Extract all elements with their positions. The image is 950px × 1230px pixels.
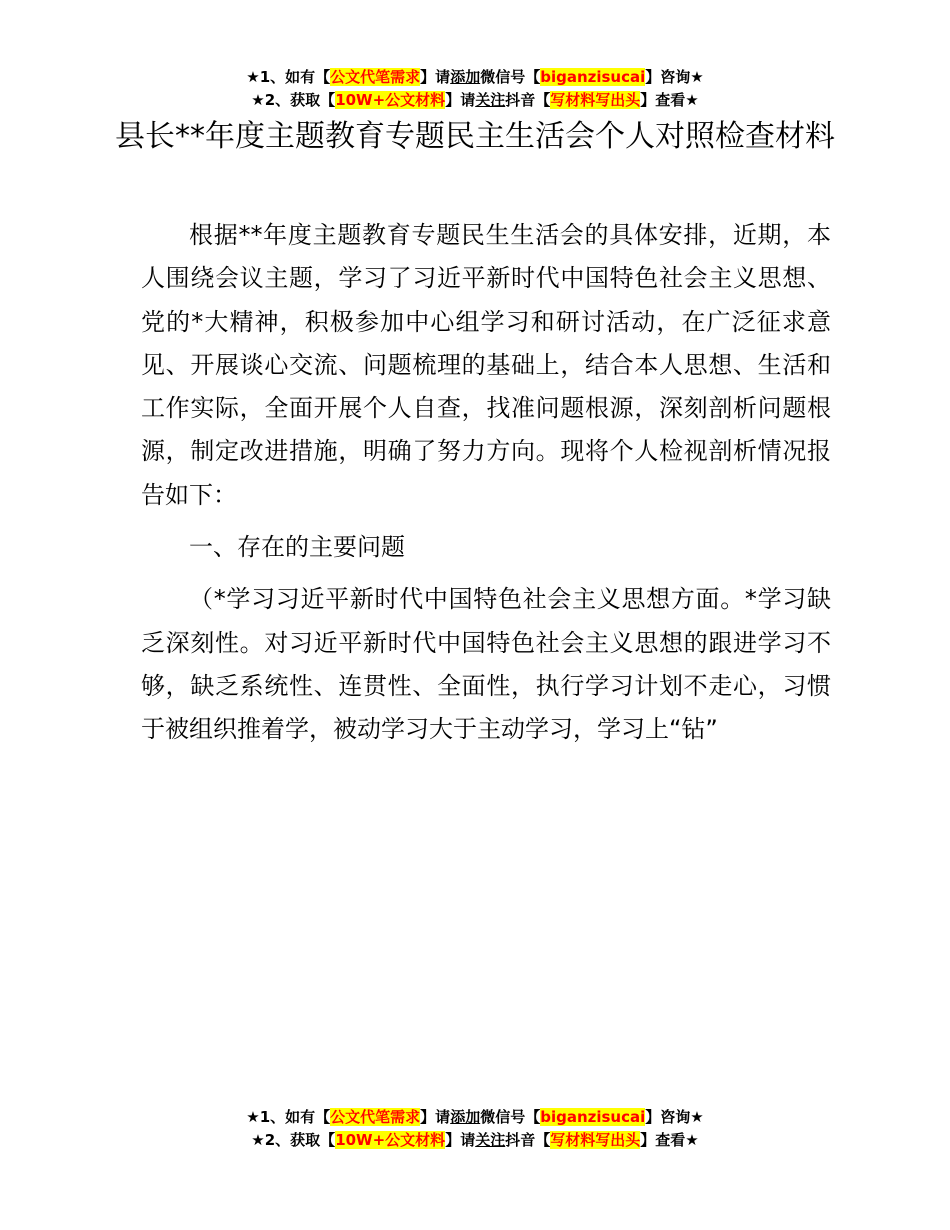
banner-highlight: 公文代笔需求 — [330, 1108, 421, 1126]
banner-text: 】请 — [445, 1131, 476, 1149]
banner-text: ★2、获取【 — [251, 1131, 336, 1149]
banner-text: 】请 — [420, 1108, 451, 1126]
section-heading: 一、存在的主要问题 — [189, 533, 405, 562]
banner-highlight: 公文代笔需求 — [330, 68, 421, 86]
banner-highlight: biganzisucai — [540, 68, 646, 86]
banner-text: ★1、如有【 — [246, 1108, 331, 1126]
banner-text: ★2、获取【 — [251, 91, 336, 109]
banner-text: 】咨询★ — [645, 68, 704, 86]
banner-text: 】咨询★ — [645, 1108, 704, 1126]
banner-text: 抖音【 — [505, 1131, 551, 1149]
banner-underlined: 关注 — [475, 91, 506, 109]
document-body — [141, 214, 831, 752]
banner-line-2 — [0, 1129, 950, 1152]
banner-text: 】查看★ — [640, 1131, 699, 1149]
paragraph-section-1: （*学习习近平新时代中国特色社会主义思想方面。*学习缺乏深刻性。对习近平新时代中国特色社会主义思想的跟进学习不够，缺乏系统性、连贯性、全面性，执行学习计划不走心，习惯于被组织推着学，被动学习大于主动学习，学习上“钻” — [141, 585, 831, 744]
paragraph-intro: 根据**年度主题教育专题民生生活会的具体安排，近期，本人围绕会议主题，学习了习近平新时代中国特色社会主义思想、党的*大精神，积极参加中心组学习和研讨活动，在广泛征求意见、开展谈心交流、问题梳理的基础上，结合本人思想、生活和工作实际，全面开展个人自查，找准问题根源，深刻剖析问题根源，制定改进措施，明确了努力方向。现将个人检视剖析情况报告如下： — [141, 221, 831, 509]
promo-banner-bottom — [0, 1106, 950, 1152]
banner-highlight: 写材料写出头 — [550, 1131, 641, 1149]
banner-text: 微信号【 — [480, 1108, 541, 1126]
banner-text: ★1、如有【 — [246, 68, 331, 86]
banner-text: 】请 — [445, 91, 476, 109]
banner-line-2 — [0, 89, 950, 112]
banner-underlined: 关注 — [475, 1131, 506, 1149]
banner-line-1 — [0, 1106, 950, 1129]
banner-line-1 — [0, 66, 950, 89]
banner-text: 抖音【 — [505, 91, 551, 109]
banner-highlight: 10W+公文材料 — [335, 1131, 446, 1149]
banner-highlight: 写材料写出头 — [550, 91, 641, 109]
banner-highlight: biganzisucai — [540, 1108, 646, 1126]
banner-text: 微信号【 — [480, 68, 541, 86]
document-title: 县长**年度主题教育专题民主生活会个人对照检查材料 — [115, 119, 835, 154]
banner-text: 】请 — [420, 68, 451, 86]
banner-text: 】查看★ — [640, 91, 699, 109]
banner-highlight: 10W+公文材料 — [335, 91, 446, 109]
banner-underlined: 添加 — [450, 68, 481, 86]
banner-underlined: 添加 — [450, 1108, 481, 1126]
promo-banner-top — [0, 66, 950, 112]
